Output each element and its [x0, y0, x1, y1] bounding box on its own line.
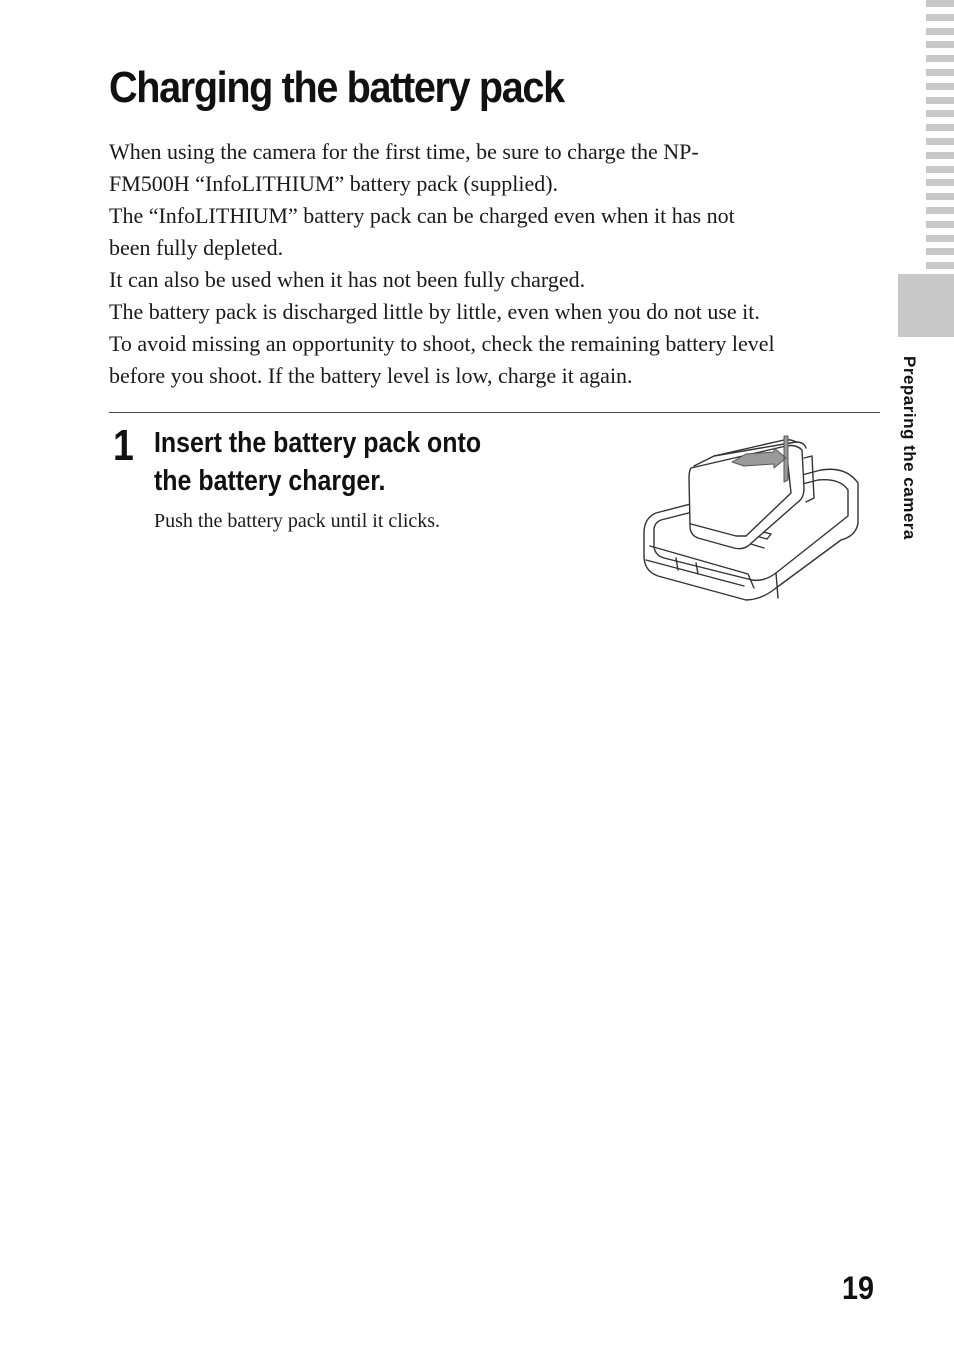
section-tab-highlight: [898, 274, 954, 337]
tab-marker: [926, 69, 954, 76]
section-side-label: Preparing the camera: [900, 356, 919, 540]
battery-charger-illustration: [636, 428, 881, 608]
step-number: 1: [113, 421, 134, 470]
section-divider: [109, 412, 880, 413]
intro-line: before you shoot. If the battery level is low, charge it again.: [109, 363, 633, 388]
tab-marker: [926, 124, 954, 131]
tab-marker: [926, 207, 954, 214]
intro-line: It can also be used when it has not been fully charged.: [109, 267, 586, 292]
tab-marker: [926, 28, 954, 35]
intro-line: been fully depleted.: [109, 235, 284, 260]
tab-marker: [926, 110, 954, 117]
intro-line: The “InfoLITHIUM” battery pack can be charged even when it has not: [109, 203, 735, 228]
tab-marker: [926, 152, 954, 159]
intro-line: FM500H “InfoLITHIUM” battery pack (supplied).: [109, 171, 559, 196]
step-heading: [154, 424, 524, 500]
tab-marker: [926, 193, 954, 200]
tab-marker: [926, 0, 954, 7]
tab-marker: [926, 262, 954, 269]
intro-line: To avoid missing an opportunity to shoot, check the remaining battery level: [109, 331, 775, 356]
step-heading-line: Insert the battery pack onto: [154, 427, 482, 459]
side-tab-markers: [926, 0, 954, 276]
tab-marker: [926, 166, 954, 173]
step-note: Push the battery pack until it clicks.: [154, 510, 441, 532]
intro-line: When using the camera for the first time, be sure to charge the NP-: [109, 139, 699, 164]
tab-marker: [926, 41, 954, 48]
tab-marker: [926, 248, 954, 255]
page-title: Charging the battery pack: [109, 63, 564, 112]
tab-marker: [926, 179, 954, 186]
tab-marker: [926, 55, 954, 62]
tab-marker: [926, 138, 954, 145]
tab-marker: [926, 221, 954, 228]
tab-marker: [926, 235, 954, 242]
tab-marker: [926, 97, 954, 104]
tab-marker: [926, 14, 954, 21]
step-heading-line: the battery charger.: [154, 465, 386, 497]
intro-line: The battery pack is discharged little by little, even when you do not use it.: [109, 299, 760, 324]
page-number: 19: [842, 1270, 875, 1306]
tab-marker: [926, 83, 954, 90]
intro-text: [109, 136, 889, 392]
